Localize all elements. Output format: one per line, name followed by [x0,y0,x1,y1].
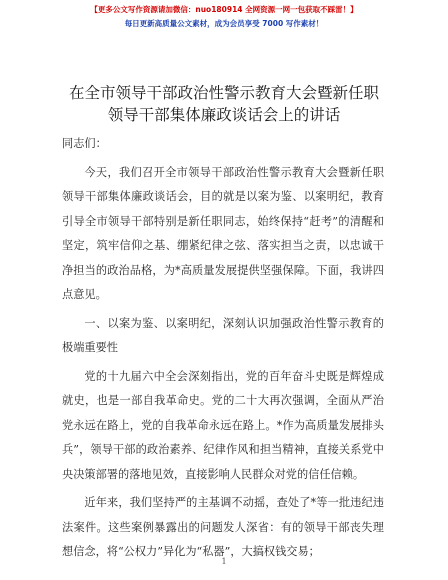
section-heading-1: 一、以案为鉴、以案明纪，深刻认识加强政治性警示教育的极端重要性 [62,316,384,354]
promo-banner-line-1: 【更多公文写作资源请加微信：nuo180914 全网资源一网一包获取不踩雷！】 [90,5,358,14]
title-line-2: 领导干部集体廉政谈话会上的讲话 [107,106,341,124]
promo-banner [40,3,408,31]
page-number: 1 [221,557,227,566]
promo-banner-line-2: 每日更新高质量公文素材，成为会员享受 7000 写作素材！ [124,19,324,28]
paragraph-3: 近年来，我们坚持严的主基调不动摇，查处了*等一批违纪违法案件。这些案例暴露出的问题发人深省：有的领导干部丧失理想信念，将“公权力”异化为“私器”，大搞权钱交易； [62,496,384,558]
document-body [62,132,384,565]
greeting: 同志们： [62,137,107,150]
document-title [40,82,408,126]
paragraph-1: 今天，我们召开全市领导干部政治性警示教育大会暨新任职领导干部集体廉政谈话会，目的就是以案为鉴、以案明纪，教育引导全市领导干部特别是新任职同志，始终保持“赶考”的清醒和坚定，筑牢信仰之基、绷紧纪律之弦、落实担当之责，以忠诚干净担当的政治品格，为*高质量发展提供坚强保障。下面，我讲四点意见。 [62,165,384,301]
title-line-1: 在全市领导干部政治性警示教育大会暨新任职 [68,84,379,102]
paragraph-2: 党的十九届六中全会深刻指出，党的百年奋斗史既是辉煌成就史，也是一部自我革命史。党的二十大再次强调，全面从严治党永远在路上，党的自我革命永远在路上。*作为高质量发展排头兵”，领导干部的政治素养、纪律作风和担当精神，直接关系党中央决策部署的落地见效，直接影响人民群众对党的信任信赖。 [62,369,384,481]
